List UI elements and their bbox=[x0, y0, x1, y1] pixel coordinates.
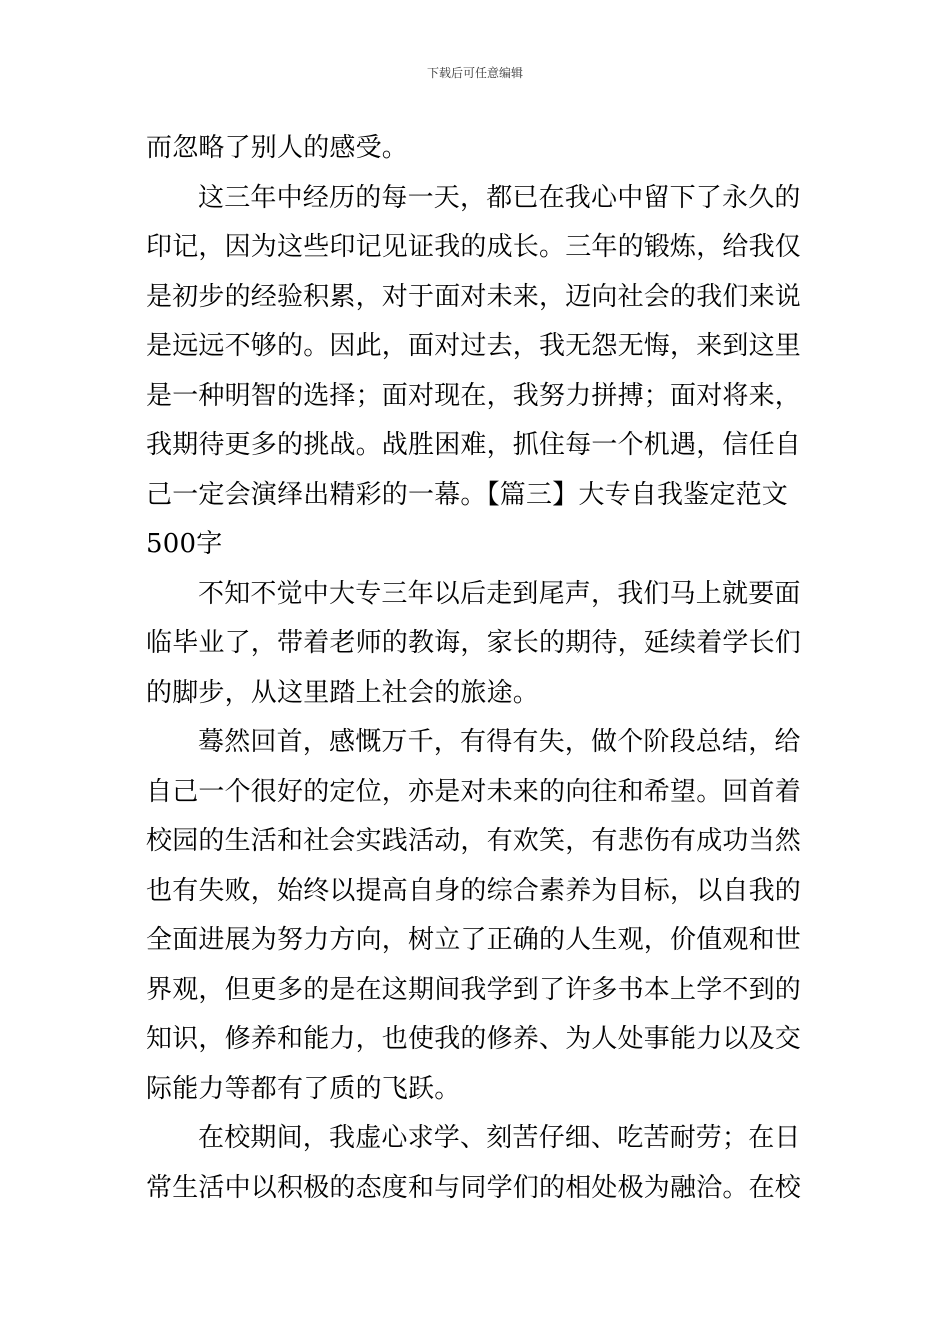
text-line: 而忽略了别人的感受。 bbox=[146, 133, 409, 163]
text-line: 际能力等都有了质的飞跃。 bbox=[146, 1073, 461, 1104]
text-line: 是远远不够的。因此，面对过去，我无怨无悔，来到这里 bbox=[146, 331, 802, 361]
text-line: 界观，但更多的是在这期间我学到了许多书本上学不到的 bbox=[146, 974, 802, 1005]
text-line: 己一定会演绎出精彩的一幕。【篇三】大专自我鉴定范文 bbox=[146, 479, 789, 510]
text-line: 临毕业了，带着老师的教诲，家长的期待，延续着学长们 bbox=[146, 628, 802, 658]
text-line: 是初步的经验积累，对于面对未来，迈向社会的我们来说 bbox=[146, 281, 802, 312]
text-line: 这三年中经历的每一天，都已在我心中留下了永久的 bbox=[198, 182, 801, 213]
text-line: 印记，因为这些印记见证我的成长。三年的锻炼，给我仅 bbox=[146, 232, 802, 262]
text-line: 蓦然回首，感慨万千，有得有失，做个阶段总结，给 bbox=[198, 727, 801, 757]
text-line: 校园的生活和社会实践活动，有欢笑，有悲伤有成功当然 bbox=[146, 826, 802, 856]
text-line: 是一种明智的选择；面对现在，我努力拼搏；面对将来， bbox=[146, 380, 802, 411]
document-body bbox=[146, 124, 806, 1213]
page-header: 下载后可任意编辑 bbox=[426, 66, 523, 80]
text-line: 也有失败，始终以提高自身的综合素养为目标，以自我的 bbox=[146, 875, 802, 906]
text-line: 不知不觉中大专三年以后走到尾声，我们马上就要面 bbox=[198, 578, 801, 609]
text-line: 全面进展为努力方向，树立了正确的人生观，价值观和世 bbox=[146, 925, 802, 955]
text-line: 500字 bbox=[146, 529, 223, 559]
text-line: 常生活中以积极的态度和与同学们的相处极为融洽。在校 bbox=[146, 1172, 802, 1203]
text-line: 自己一个很好的定位，亦是对未来的向往和希望。回首着 bbox=[146, 776, 802, 807]
text-line: 的脚步，从这里踏上社会的旅途。 bbox=[146, 677, 540, 708]
text-line: 知识，修养和能力，也使我的修养、为人处事能力以及交 bbox=[146, 1024, 802, 1054]
text-line: 我期待更多的挑战。战胜困难，抓住每一个机遇，信任自 bbox=[146, 430, 802, 460]
text-line: 在校期间，我虚心求学、刻苦仔细、吃苦耐劳；在日 bbox=[198, 1123, 801, 1153]
